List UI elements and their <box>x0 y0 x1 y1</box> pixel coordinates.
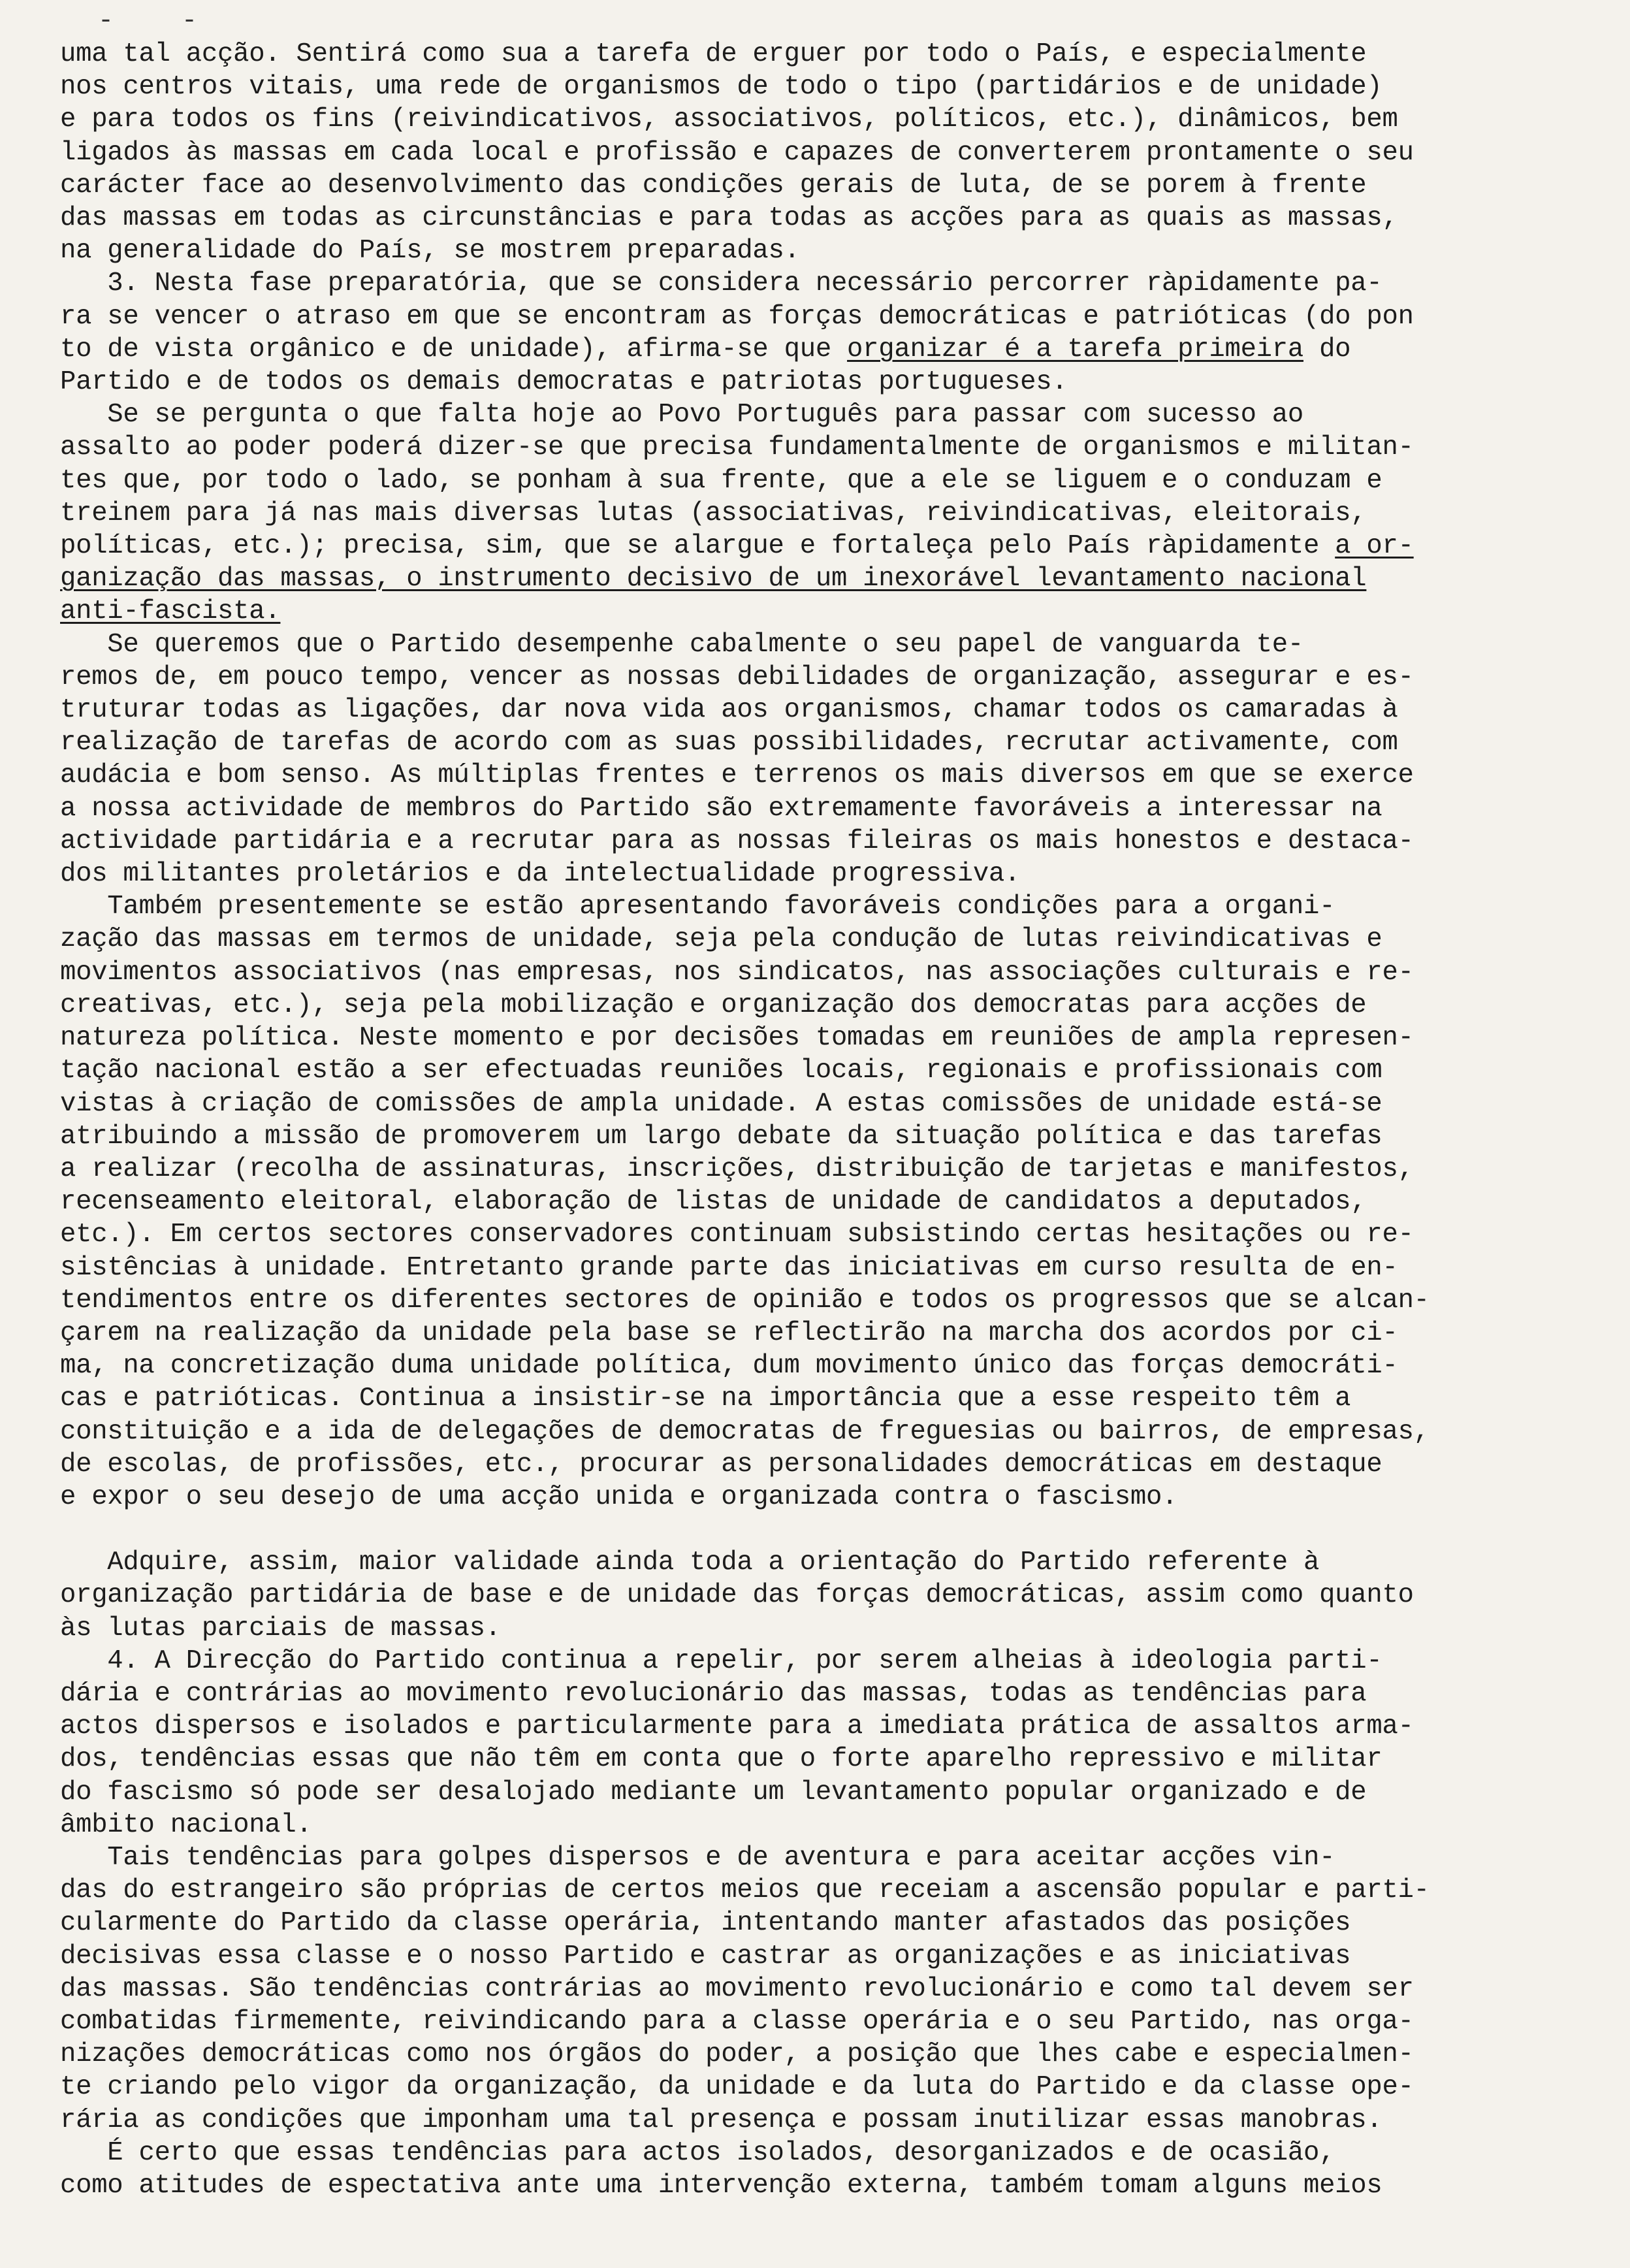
text-line: Partido e de todos os demais democratas e patriotas portugueses. <box>60 367 1068 398</box>
text-line: realização de tarefas de acordo com as suas possibilidades, recrutar activamente, com <box>60 728 1398 758</box>
text-line: ligados às massas em cada local e profissão e capazes de converterem prontamente o seu <box>60 137 1414 168</box>
text-line: 4. A Direcção do Partido continua a repelir, por serem alheias à ideologia parti- <box>60 1645 1382 1676</box>
underlined-text: a or- <box>1335 531 1414 562</box>
text-line: políticas, etc.); precisa, sim, que se alargue e fortaleça pelo País ràpidamente a or- <box>60 531 1414 562</box>
text-line: dos militantes proletários e da intelectualidade progressiva. <box>60 859 1021 890</box>
text-line: âmbito nacional. <box>60 1809 312 1840</box>
text-line: te criando pelo vigor da organização, da unidade e da luta do Partido e da classe ope- <box>60 2072 1414 2103</box>
text-line: zação das massas em termos de unidade, seja pela condução de lutas reivindicativas e <box>60 924 1382 955</box>
text-line <box>60 595 1558 628</box>
text-line: natureza política. Neste momento e por decisões tomadas em reuniões de ampla represen- <box>60 1023 1414 1054</box>
page-marks: - - <box>98 7 224 36</box>
paragraph <box>60 628 1558 891</box>
text-line: na generalidade do País, se mostrem preparadas. <box>60 236 800 267</box>
text-line: 3. Nesta fase preparatória, que se considera necessário percorrer ràpidamente pa- <box>60 268 1382 299</box>
paragraph <box>60 1546 1558 1645</box>
text-line: das massas em todas as circunstâncias e para todas as acções para as quais as massas, <box>60 203 1398 234</box>
text-line: É certo que essas tendências para actos isolados, desorganizados e de ocasião, <box>60 2137 1335 2168</box>
text-line: truturar todas as ligações, dar nova vida aos organismos, chamar todos os camaradas à <box>60 695 1398 726</box>
text-line: tes que, por todo o lado, se ponham à sua frente, que a ele se liguem e o conduzam e <box>60 465 1382 496</box>
text-line: carácter face ao desenvolvimento das condições gerais de luta, de se porem à frente <box>60 170 1367 201</box>
text-line: rária as condições que imponham uma tal presença e possam inutilizar essas manobras. <box>60 2105 1382 2135</box>
text-line: nos centros vitais, uma rede de organismos de todo o tipo (partidários e de unidade) <box>60 72 1382 103</box>
text-line: cularmente do Partido da classe operária, intentando manter afastados das posições <box>60 1908 1351 1939</box>
paragraph <box>60 1645 1558 1841</box>
text-line: Se se pergunta o que falta hoje ao Povo Português para passar com sucesso ao <box>60 400 1303 430</box>
text-line: tação nacional estão a ser efectuadas reuniões locais, regionais e profissionais com <box>60 1056 1382 1086</box>
paragraph <box>60 398 1558 628</box>
text-line: to de vista orgânico e de unidade), afirma-se que organizar é a tarefa primeira do <box>60 334 1351 364</box>
text-line: de escolas, de profissões, etc., procurar as personalidades democráticas em destaque <box>60 1449 1382 1480</box>
text-line: Se queremos que o Partido desempenhe cabalmente o seu papel de vanguarda te- <box>60 629 1303 660</box>
text-line: e para todos os fins (reivindicativos, associativos, políticos, etc.), dinâmicos, bem <box>60 105 1398 135</box>
text-line: das do estrangeiro são próprias de certos meios que receiam a ascensão popular e parti- <box>60 1875 1430 1906</box>
text-line: a realizar (recolha de assinaturas, inscrições, distribuição de tarjetas e manifestos, <box>60 1154 1414 1184</box>
text-line: Tais tendências para golpes dispersos e de aventura e para aceitar acções vin- <box>60 1842 1335 1873</box>
text-line: das massas. São tendências contrárias ao movimento revolucionário e como tal devem ser <box>60 1973 1414 2004</box>
text-line: assalto ao poder poderá dizer-se que precisa fundamentalmente de organismos e militan- <box>60 432 1414 463</box>
paragraph <box>60 1841 1558 2137</box>
text-line: remos de, em pouco tempo, vencer as nossas debilidades de organização, assegurar e es- <box>60 662 1414 692</box>
text-line: etc.). Em certos sectores conservadores continuam subsistindo certas hesitações ou re- <box>60 1220 1414 1250</box>
text-line <box>60 562 1558 595</box>
text-line: a nossa actividade de membros do Partido são extremamente favoráveis a interessar na <box>60 793 1382 824</box>
text-line: dos, tendências essas que não têm em conta que o forte aparelho repressivo e militar <box>60 1744 1382 1775</box>
text-line: recenseamento eleitoral, elaboração de listas de unidade de candidatos a deputados, <box>60 1187 1367 1218</box>
text-line: do fascismo só pode ser desalojado mediante um levantamento popular organizado e de <box>60 1777 1367 1807</box>
text-line: çarem na realização da unidade pela base se reflectirão na marcha dos acordos por ci- <box>60 1318 1398 1348</box>
text-line: sistências à unidade. Entretanto grande parte das iniciativas em curso resulta de en- <box>60 1252 1398 1283</box>
text-line: tendimentos entre os diferentes sectores de opinião e todos os progressos que se alcan- <box>60 1285 1430 1316</box>
text-line: decisivas essa classe e o nosso Partido e castrar as organizações e as iniciativas <box>60 1941 1351 1971</box>
text-line: Adquire, assim, maior validade ainda toda a orientação do Partido referente à <box>60 1547 1320 1578</box>
text-line: às lutas parciais de massas. <box>60 1613 501 1644</box>
text-line: creativas, etc.), seja pela mobilização e organização dos democratas para acções de <box>60 990 1367 1020</box>
text-line: treinem para já nas mais diversas lutas (associativas, reivindicativas, eleitorais, <box>60 498 1367 528</box>
text-line: atribuindo a missão de promoverem um largo debate da situação política e das tarefas <box>60 1121 1382 1152</box>
text-line: e expor o seu desejo de uma acção unida e organizada contra o fascismo. <box>60 1482 1178 1512</box>
text-line: uma tal acção. Sentirá como sua a tarefa de erguer por todo o País, e especialmente <box>60 39 1367 69</box>
text-line: ra se vencer o atraso em que se encontram as forças democráticas e patrióticas (do pon <box>60 301 1414 332</box>
paragraph <box>60 890 1558 1514</box>
text-line: como atitudes de espectativa ante uma intervenção externa, também tomam alguns meios <box>60 2171 1382 2201</box>
text-line: combatidas firmemente, reivindicando para a classe operária e o seu Partido, nas orga- <box>60 2006 1414 2037</box>
paragraph <box>60 2137 1558 2202</box>
text-line: vistas à criação de comissões de ampla unidade. A estas comissões de unidade está-se <box>60 1088 1382 1119</box>
text-line: audácia e bom senso. As múltiplas frentes e terrenos os mais diversos em que se exerce <box>60 760 1414 791</box>
text-line: ma, na concretização duma unidade política, dum movimento único das forças democráti- <box>60 1351 1398 1382</box>
underlined-text: anti-fascista. <box>60 596 281 627</box>
text-line: cas e patrióticas. Continua a insistir-se na importância que a esse respeito têm a <box>60 1384 1351 1414</box>
paragraph-gap <box>60 1514 1558 1546</box>
paragraph <box>60 38 1558 267</box>
text-line: actos dispersos e isolados e particularmente para a imediata prática de assaltos arma- <box>60 1711 1414 1742</box>
text-line: movimentos associativos (nas empresas, nos sindicatos, nas associações culturais e re- <box>60 957 1414 988</box>
text-line: nizações democráticas como nos órgãos do poder, a posição que lhes cabe e especialmen- <box>60 2039 1414 2070</box>
text-line: organização partidária de base e de unidade das forças democráticas, assim como quanto <box>60 1580 1414 1611</box>
text-body <box>60 38 1558 2202</box>
text-line: dária e contrárias ao movimento revolucionário das massas, todas as tendências para <box>60 1678 1367 1709</box>
paragraph <box>60 267 1558 398</box>
underlined-text: ganização das massas, o instrumento decisivo de um inexorável levantamento nacional <box>60 564 1367 594</box>
text-line: actividade partidária e a recrutar para as nossas fileiras os mais honestos e destaca- <box>60 826 1414 856</box>
underlined-text: organizar é a tarefa primeira <box>847 334 1303 364</box>
text-line: Também presentemente se estão apresentando favoráveis condições para a organi- <box>60 892 1335 922</box>
text-line: constituição e a ida de delegações de democratas de freguesias ou bairros, de empresas, <box>60 1416 1430 1447</box>
